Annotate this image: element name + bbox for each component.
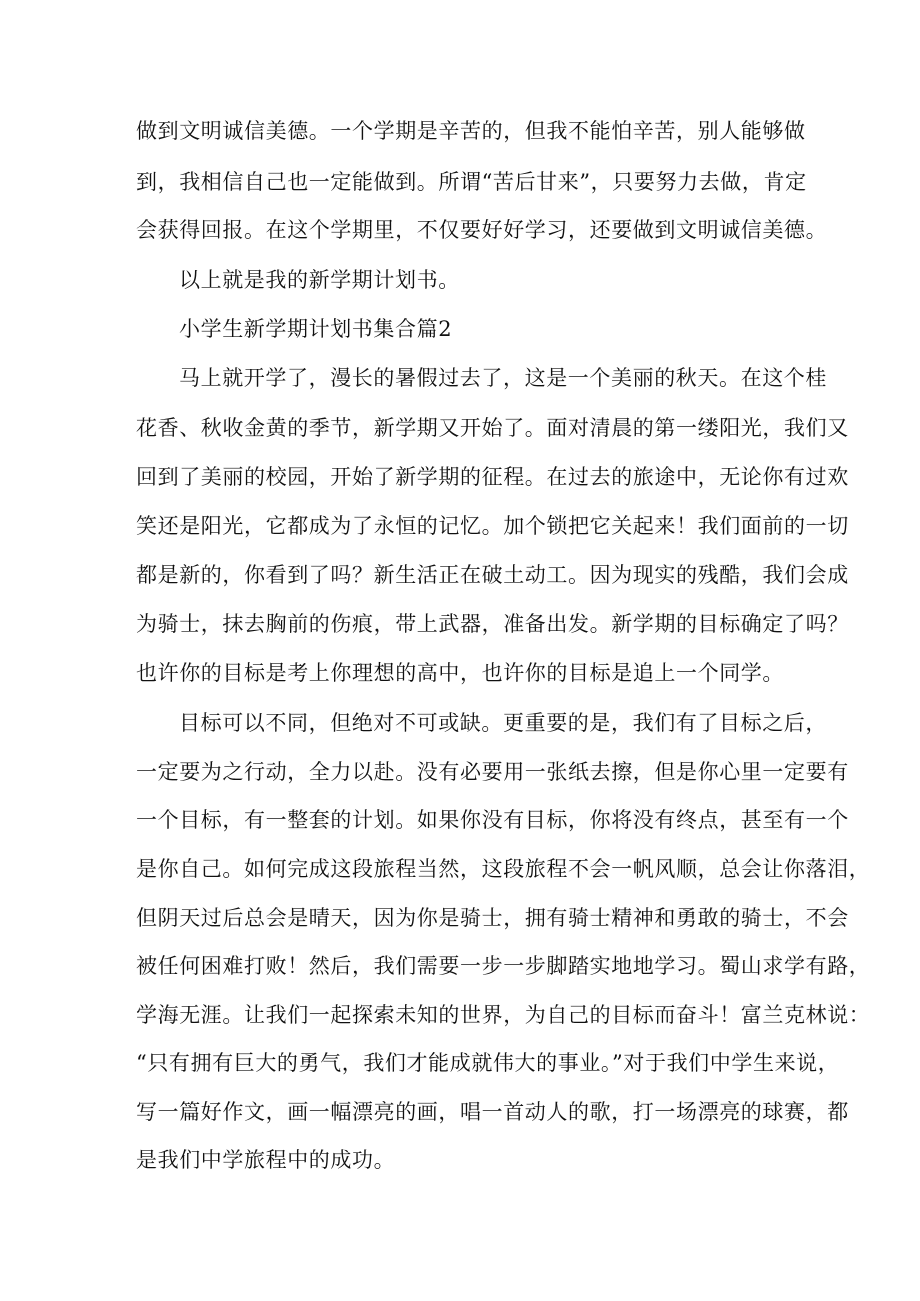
text-line: 写一篇好作文，画一幅漂亮的画，唱一首动人的歌，打一场漂亮的球赛，都 <box>136 1100 849 1124</box>
text-line: 马上就开学了，漫长的暑假过去了，这是一个美丽的秋天。在这个桂 <box>179 366 827 390</box>
text-line: 做到文明诚信美德。一个学期是辛苦的，但我不能怕辛苦，别人能够做 <box>136 119 806 143</box>
text-line: 会获得回报。在这个学期里，不仅要好好学习，还要做到文明诚信美德。 <box>136 218 828 242</box>
text-line: 一个目标，有一整套的计划。如果你没有目标，你将没有终点，甚至有一个 <box>136 808 849 832</box>
section-heading: 小学生新学期计划书集合篇2 <box>179 317 453 341</box>
text-line: 是你自己。如何完成这段旅程当然，这段旅程不会一帆风顺，总会让你落泪， <box>136 857 871 881</box>
text-line: 但阴天过后总会是晴天，因为你是骑士，拥有骑士精神和勇敢的骑士，不会 <box>136 906 849 930</box>
text-line: 是我们中学旅程中的成功。 <box>136 1148 396 1172</box>
text-line: 学海无涯。让我们一起探索未知的世界，为自己的目标而奋斗！富兰克林说： <box>136 1003 871 1027</box>
text-line: 以上就是我的新学期计划书。 <box>179 268 460 292</box>
text-line: 到，我相信自己也一定能做到。所谓“苦后甘来”，只要努力去做，肯定 <box>136 170 807 194</box>
text-line: 一定要为之行动，全力以赴。没有必要用一张纸去擦，但是你心里一定要有 <box>136 760 849 784</box>
text-line: 为骑士，抹去胸前的伤痕，带上武器，准备出发。新学期的目标确定了吗？ <box>136 612 849 636</box>
text-line: 目标可以不同，但绝对不可或缺。更重要的是，我们有了目标之后， <box>179 711 827 735</box>
text-line: 笑还是阳光，它都成为了永恒的记忆。加个锁把它关起来！我们面前的一切 <box>136 514 849 538</box>
text-line: 都是新的，你看到了吗？新生活正在破土动工。因为现实的残酷，我们会成 <box>136 563 849 587</box>
text-line: 也许你的目标是考上你理想的高中，也许你的目标是追上一个同学。 <box>136 661 784 685</box>
text-line: 花香、秋收金黄的季节，新学期又开始了。面对清晨的第一缕阳光，我们又 <box>136 416 849 440</box>
text-line: 被任何困难打败！然后，我们需要一步一步脚踏实地地学习。蜀山求学有路， <box>136 954 871 978</box>
text-line: “只有拥有巨大的勇气，我们才能成就伟大的事业。”对于我们中学生来说， <box>136 1051 840 1075</box>
text-line: 回到了美丽的校园，开始了新学期的征程。在过去的旅途中，无论你有过欢 <box>136 465 849 489</box>
